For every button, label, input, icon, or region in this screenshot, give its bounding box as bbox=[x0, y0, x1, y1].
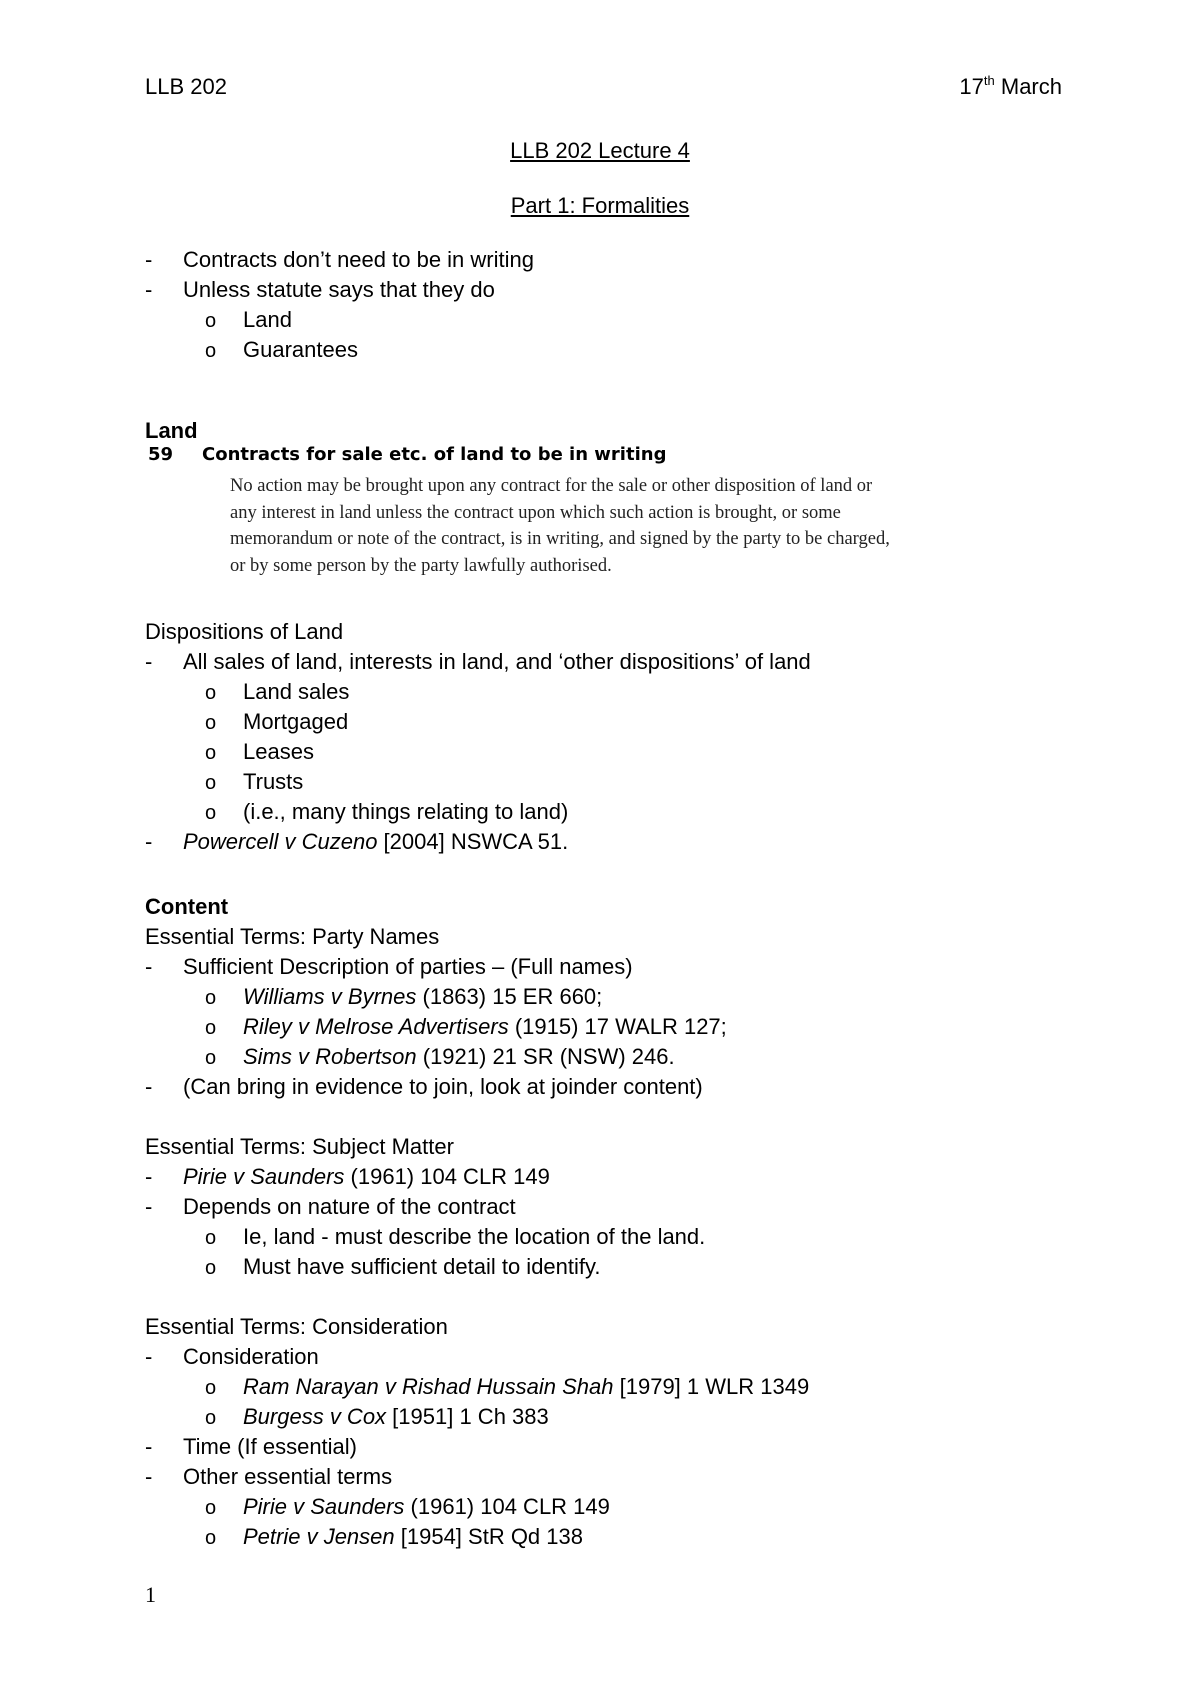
dash-bullet: - bbox=[145, 1194, 153, 1219]
dash-bullet: - bbox=[145, 1344, 153, 1369]
case-name: Riley v Melrose Advertisers bbox=[243, 1014, 509, 1039]
dash-bullet: - bbox=[145, 1434, 153, 1459]
statute-excerpt bbox=[148, 443, 1008, 579]
circle-bullet: o bbox=[205, 1407, 217, 1429]
statute-title: Contracts for sale etc. of land to be in writing bbox=[202, 444, 667, 465]
circle-bullet: o bbox=[205, 772, 217, 794]
list-item: - Contracts don’t need to be in writing bbox=[145, 245, 1105, 275]
sub-list-item: o Pirie v Saunders (1961) 104 CLR 149 bbox=[145, 1492, 1105, 1522]
sub-list-item: o Sims v Robertson (1921) 21 SR (NSW) 246. bbox=[145, 1042, 1105, 1072]
circle-bullet: o bbox=[205, 1227, 217, 1249]
header-date bbox=[959, 72, 1062, 102]
statute-line: memorandum or note of the contract, is in writing, and signed by the party to be charged, bbox=[230, 529, 890, 549]
sub-list-item: o Land bbox=[145, 305, 1105, 335]
intro-list bbox=[145, 245, 1105, 365]
section-heading: Content bbox=[145, 894, 229, 919]
sub-heading: Essential Terms: Consideration bbox=[145, 1314, 448, 1339]
dash-bullet: - bbox=[145, 1074, 153, 1099]
sub-list-item: o Guarantees bbox=[145, 335, 1105, 365]
circle-bullet: o bbox=[205, 712, 217, 734]
page-subtitle: Part 1: Formalities bbox=[510, 193, 690, 218]
sub-list-item: o Williams v Byrnes (1863) 15 ER 660; bbox=[145, 982, 1105, 1012]
page-title: LLB 202 Lecture 4 bbox=[510, 138, 690, 163]
sub-list-item: o Trusts bbox=[145, 767, 1105, 797]
dash-bullet: - bbox=[145, 649, 153, 674]
circle-bullet: o bbox=[205, 1017, 217, 1039]
circle-bullet: o bbox=[205, 802, 217, 824]
sub-heading: Essential Terms: Subject Matter bbox=[145, 1134, 454, 1159]
header-date-number: 17 bbox=[959, 74, 984, 99]
case-name: Williams v Byrnes bbox=[243, 984, 417, 1009]
header-course: LLB 202 bbox=[145, 74, 227, 99]
circle-bullet: o bbox=[205, 1257, 217, 1279]
sub-heading: Essential Terms: Party Names bbox=[145, 924, 440, 949]
circle-bullet: o bbox=[205, 1527, 217, 1549]
dispositions-section bbox=[145, 617, 1105, 857]
case-name: Powercell v Cuzeno bbox=[183, 829, 378, 854]
list-item: - All sales of land, interests in land, and ‘other dispositions’ of land bbox=[145, 647, 1105, 677]
dash-bullet: - bbox=[145, 954, 153, 979]
list-item: - Unless statute says that they do bbox=[145, 275, 1105, 305]
sub-list-item: o Leases bbox=[145, 737, 1105, 767]
circle-bullet: o bbox=[205, 1497, 217, 1519]
statute-line: any interest in land unless the contract upon which such action is brought, or some bbox=[230, 502, 841, 523]
dash-bullet: - bbox=[145, 1164, 153, 1189]
spacer bbox=[145, 1282, 1105, 1312]
case-name: Pirie v Saunders bbox=[243, 1494, 405, 1519]
header-date-suffix: th bbox=[983, 73, 995, 88]
sub-list-item: o Land sales bbox=[145, 677, 1105, 707]
section-heading: Dispositions of Land bbox=[145, 619, 344, 644]
list-item: - Pirie v Saunders (1961) 104 CLR 149 bbox=[145, 1162, 1105, 1192]
statute-line: No action may be brought upon any contract for the sale or other disposition of land or bbox=[230, 476, 873, 496]
circle-bullet: o bbox=[205, 310, 217, 332]
sub-list-item: o Burgess v Cox [1951] 1 Ch 383 bbox=[145, 1402, 1105, 1432]
case-name: Ram Narayan v Rishad Hussain Shah bbox=[243, 1374, 614, 1399]
list-item: - (Can bring in evidence to join, look at joinder content) bbox=[145, 1072, 1105, 1102]
dash-bullet: - bbox=[145, 277, 153, 302]
sub-list-item: o Must have sufficient detail to identify. bbox=[145, 1252, 1105, 1282]
sub-list-item: o Riley v Melrose Advertisers (1915) 17 WALR 127; bbox=[145, 1012, 1105, 1042]
sub-list-item: o Ie, land - must describe the location of the land. bbox=[145, 1222, 1105, 1252]
case-name: Petrie v Jensen bbox=[243, 1524, 395, 1549]
case-name: Burgess v Cox bbox=[243, 1404, 387, 1429]
case-name: Sims v Robertson bbox=[243, 1044, 417, 1069]
list-item: - Other essential terms bbox=[145, 1462, 1105, 1492]
statute-line: or by some person by the party lawfully authorised. bbox=[230, 555, 612, 576]
circle-bullet: o bbox=[205, 1377, 217, 1399]
circle-bullet: o bbox=[205, 1047, 217, 1069]
dash-bullet: - bbox=[145, 247, 153, 272]
circle-bullet: o bbox=[205, 987, 217, 1009]
list-item: - Consideration bbox=[145, 1342, 1105, 1372]
list-item: - Time (If essential) bbox=[145, 1432, 1105, 1462]
spacer bbox=[145, 1102, 1105, 1132]
sub-list-item: o Ram Narayan v Rishad Hussain Shah [1979] 1 WLR 1349 bbox=[145, 1372, 1105, 1402]
circle-bullet: o bbox=[205, 682, 217, 704]
list-item: - Depends on nature of the contract bbox=[145, 1192, 1105, 1222]
sub-list-item: o (i.e., many things relating to land) bbox=[145, 797, 1105, 827]
circle-bullet: o bbox=[205, 742, 217, 764]
sub-list-item: o Petrie v Jensen [1954] StR Qd 138 bbox=[145, 1522, 1105, 1552]
header-date-month: March bbox=[1000, 74, 1062, 99]
dash-bullet: - bbox=[145, 829, 153, 854]
dash-bullet: - bbox=[145, 1464, 153, 1489]
page-number: 1 bbox=[145, 1582, 156, 1607]
land-heading: Land bbox=[145, 418, 198, 443]
list-item: - Sufficient Description of parties – (Full names) bbox=[145, 952, 1105, 982]
case-name: Pirie v Saunders bbox=[183, 1164, 345, 1189]
sub-list-item: o Mortgaged bbox=[145, 707, 1105, 737]
circle-bullet: o bbox=[205, 340, 217, 362]
content-section bbox=[145, 892, 1105, 1552]
statute-number: 59 bbox=[148, 444, 174, 465]
statute-heading bbox=[148, 443, 1008, 467]
statute-text bbox=[230, 473, 1008, 579]
list-item: - Powercell v Cuzeno [2004] NSWCA 51. bbox=[145, 827, 1105, 857]
